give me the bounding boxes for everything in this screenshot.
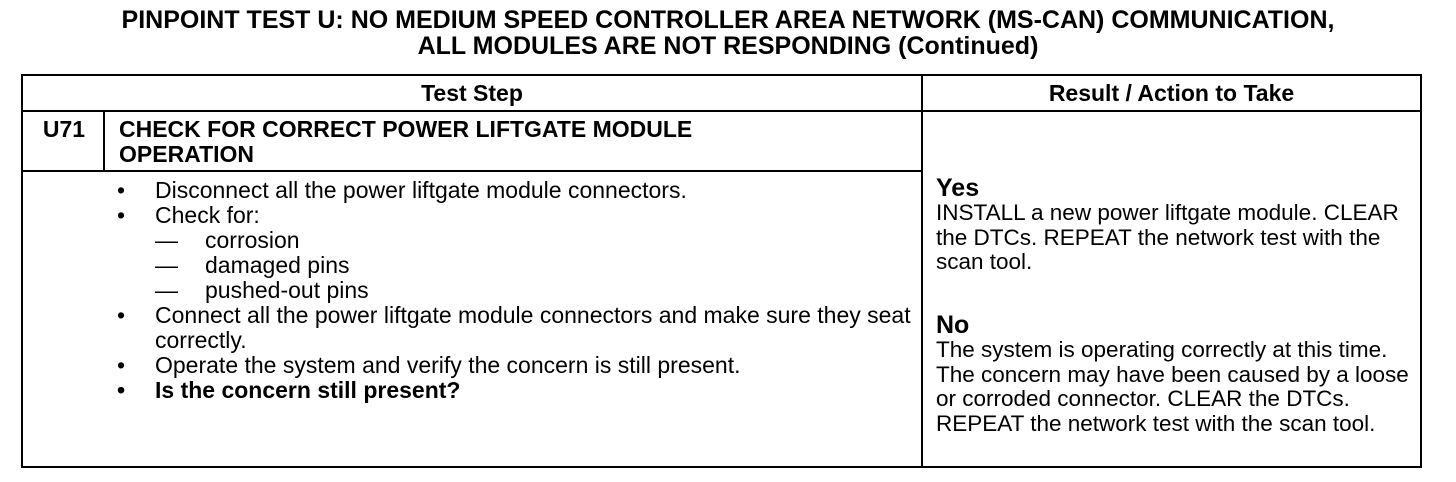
- check-item-text: damaged pins: [205, 252, 350, 278]
- list-item: [113, 378, 923, 403]
- header-divider: [23, 110, 1420, 112]
- result-no-label: No: [936, 311, 970, 339]
- dash-glyph: —: [155, 252, 178, 278]
- result-no-text: The system is operating correctly at this time. The concern may have been caused by a loose or corroded connector. CLEAR the DTCs. REPEAT the network test with the scan tool.: [936, 337, 1409, 436]
- bullet-glyph: •: [117, 352, 126, 378]
- dash-glyph: —: [155, 277, 178, 303]
- check-for-list: [155, 228, 923, 303]
- bullet-glyph: •: [117, 177, 126, 203]
- list-item: [113, 353, 923, 378]
- result-yes: [936, 175, 1416, 275]
- bullet-glyph: •: [117, 302, 126, 328]
- pinpoint-test-table: [21, 74, 1422, 468]
- result-no: [936, 312, 1416, 436]
- check-item-text: corrosion: [205, 227, 300, 253]
- instruction-text: Disconnect all the power liftgate module connectors.: [155, 177, 687, 203]
- list-item: [155, 278, 923, 303]
- instruction-question: Is the concern still present?: [155, 377, 461, 403]
- column-header-test-step: Test Step: [421, 80, 523, 106]
- bullet-glyph: •: [117, 377, 126, 403]
- title-line-1: PINPOINT TEST U: NO MEDIUM SPEED CONTROLLER AREA NETWORK (MS-CAN) COMMUNICATION,: [121, 6, 1335, 34]
- page-title: [0, 7, 1456, 59]
- title-line-2: ALL MODULES ARE NOT RESPONDING (Continued): [417, 32, 1039, 60]
- result-yes-text: INSTALL a new power liftgate module. CLEAR the DTCs. REPEAT the network test with the scan tool.: [936, 200, 1399, 274]
- list-item: [113, 178, 923, 203]
- list-item: [113, 303, 923, 353]
- column-header-result: Result / Action to Take: [1048, 80, 1295, 106]
- dash-glyph: —: [155, 227, 178, 253]
- step-title-line-1: CHECK FOR CORRECT POWER LIFTGATE MODULE: [119, 116, 693, 142]
- bullet-glyph: •: [117, 202, 126, 228]
- result-yes-label: Yes: [936, 174, 980, 202]
- list-item: [113, 203, 923, 303]
- step-instructions: [113, 178, 923, 403]
- step-id: U71: [42, 116, 86, 142]
- check-item-text: pushed-out pins: [205, 277, 369, 303]
- instruction-text: Connect all the power liftgate module connectors and make sure they seat correctly.: [155, 302, 911, 353]
- list-item: [155, 253, 923, 278]
- instruction-text: Check for:: [155, 202, 260, 228]
- step-title-divider: [23, 170, 921, 172]
- step-title-line-2: OPERATION: [119, 141, 255, 167]
- list-item: [155, 228, 923, 253]
- instruction-text: Operate the system and verify the concern is still present.: [155, 352, 741, 378]
- step-title: [119, 117, 919, 167]
